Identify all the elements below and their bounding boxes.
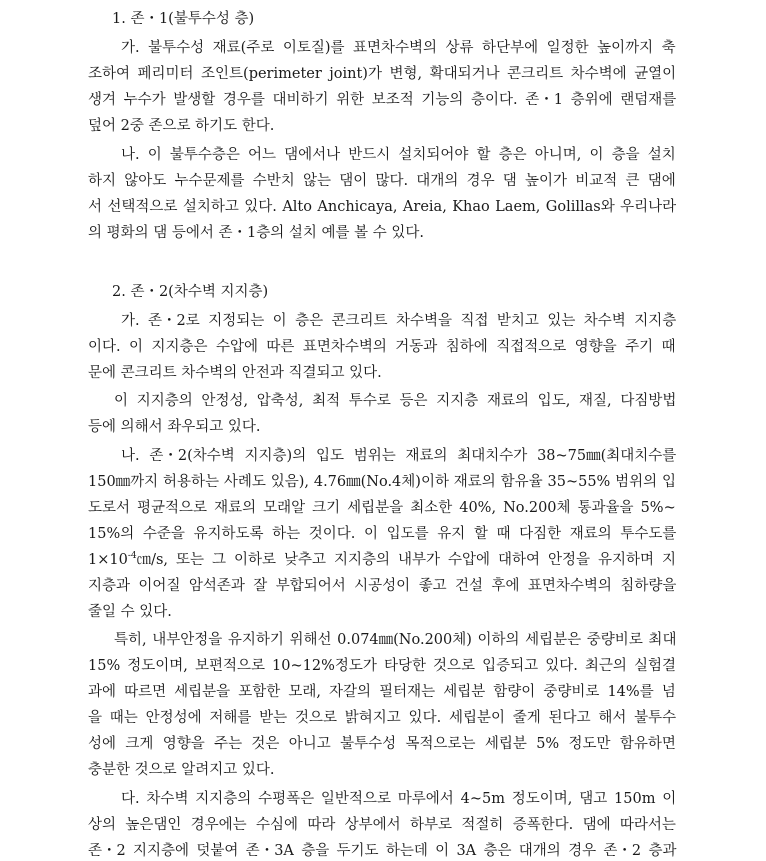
s2-stability-line-2: 등에 의해서 좌우되고 있다. [88, 419, 261, 435]
s2-da-line-2: 상의 높은댐인 경우에는 수심에 따라 상부에서 하부로 적절히 증폭한다. 댐에 따라서는 [88, 817, 676, 833]
s2-na-line-5 [88, 550, 676, 570]
s1-na-line-1: 나. 이 불투수층은 어느 댐에서나 반드시 설치되어야 할 층은 아니며, 이 층을 설치 [121, 147, 676, 163]
s2-da-line-3: 존・2 지지층에 덧붙여 존・3A 층을 두기도 하는데 이 3A 층은 대개의 경우 존・2 층과 [88, 843, 677, 859]
s1-na-line-3: 서 선택적으로 설치하고 있다. Alto Anchicaya, Areia, Khao Laem, Golillas와 우리나라 [88, 199, 677, 215]
s2-ga-line-1: 가. 존・2로 지정되는 이 층은 콘크리트 차수벽을 직접 받치고 있는 차수벽 지지층 [121, 313, 677, 329]
s2-especially-line-6: 충분한 것으로 알려지고 있다. [88, 762, 275, 778]
s2-da-line-1: 다. 차수벽 지지층의 수평폭은 일반적으로 마루에서 4~5m 정도이며, 댐고 150m 이 [121, 791, 677, 807]
s2-na-line-2: 150㎜까지 허용하는 사례도 있음), 4.76㎜(No.4체)이하 재료의 함유율 35~55% 범위의 입 [88, 474, 677, 490]
s2-especially-line-4: 을 때는 안정성에 저해를 받는 것으로 밝혀지고 있다. 세립분이 줄게 된다고 해서 불투수 [88, 710, 677, 726]
s2-especially-line-2: 15% 정도이며, 보편적으로 10~12%정도가 타당한 것으로 입증되고 있다. 최근의 실험결 [88, 658, 676, 674]
s2-especially-line-3: 과에 따르면 세립분을 포함한 모래, 자갈의 필터재는 세립분 함량이 중량비로 14%를 넘 [88, 684, 676, 700]
section2-heading: 2. 존・2(차수벽 지지층) [112, 284, 269, 300]
s1-ga-line-3: 생겨 누수가 발생할 경우를 대비하기 위한 보조적 기능의 층이다. 존・1 층위에 랜덤재를 [88, 92, 677, 108]
s2-na-line-3: 도로서 평균적으로 재료의 모래알 크기 세립분을 최소한 40%, No.200체 통과율을 5%~ [88, 500, 676, 516]
s2-na-line-6: 지층과 이어질 암석존과 잘 부합되어서 시공성이 좋고 건설 후에 표면차수벽의 침하량을 [88, 578, 677, 594]
permeability-exponent: -4 [127, 551, 137, 561]
s1-ga-line-1: 가. 불투수성 재료(주로 이토질)를 표면차수벽의 상류 하단부에 일정한 높이까지 축 [121, 40, 676, 56]
s1-na-line-4: 의 평화의 댐 등에서 존・1층의 설치 예를 볼 수 있다. [88, 225, 424, 241]
permeability-base: 1×10 [88, 552, 128, 568]
s2-na-line-7: 줄일 수 있다. [88, 604, 172, 620]
s2-stability-line-1: 이 지지층의 안정성, 압축성, 최적 투수로 등은 지지층 재료의 입도, 재질, 다짐방법 [114, 393, 677, 409]
s2-na-line-4: 15%의 수준을 유지하도록 하는 것이다. 이 입도를 유지 할 때 다짐한 재료의 투수도를 [88, 526, 677, 542]
permeability-rest: ㎝/s, 또는 그 이하로 낮추고 지지층의 내부가 수압에 대하여 안정을 유지하며 지 [136, 552, 676, 568]
s2-na-line-1: 나. 존・2(차수벽 지지층)의 입도 범위는 재료의 최대치수가 38~75㎜(최대치수를 [121, 448, 677, 464]
s1-na-line-2: 하지 않아도 누수문제를 수반치 않는 댐이 많다. 대개의 경우 댐 높이가 비교적 큰 댐에 [88, 173, 676, 189]
section1-heading: 1. 존・1(불투수성 층) [112, 11, 255, 27]
s1-ga-line-2: 조하여 페리미터 조인트(perimeter joint)가 변형, 확대되거나 콘크리트 차수벽에 균열이 [88, 66, 677, 82]
s2-especially-line-5: 성에 크게 영향을 주는 것은 아니고 불투수성 목적으로는 세립분 5% 정도만 함유하면 [88, 736, 676, 752]
s2-ga-line-2: 이다. 이 지지층은 수압에 따른 표면차수벽의 거동과 침하에 직접적으로 영향을 주기 때 [88, 339, 676, 355]
s1-ga-line-4: 덮어 2중 존으로 하기도 한다. [88, 118, 275, 134]
s2-especially-line-1: 특히, 내부안정을 유지하기 위해선 0.074㎜(No.200체) 이하의 세립분은 중량비로 최대 [114, 632, 677, 648]
s2-ga-line-3: 문에 콘크리트 차수벽의 안전과 직결되고 있다. [88, 365, 382, 381]
